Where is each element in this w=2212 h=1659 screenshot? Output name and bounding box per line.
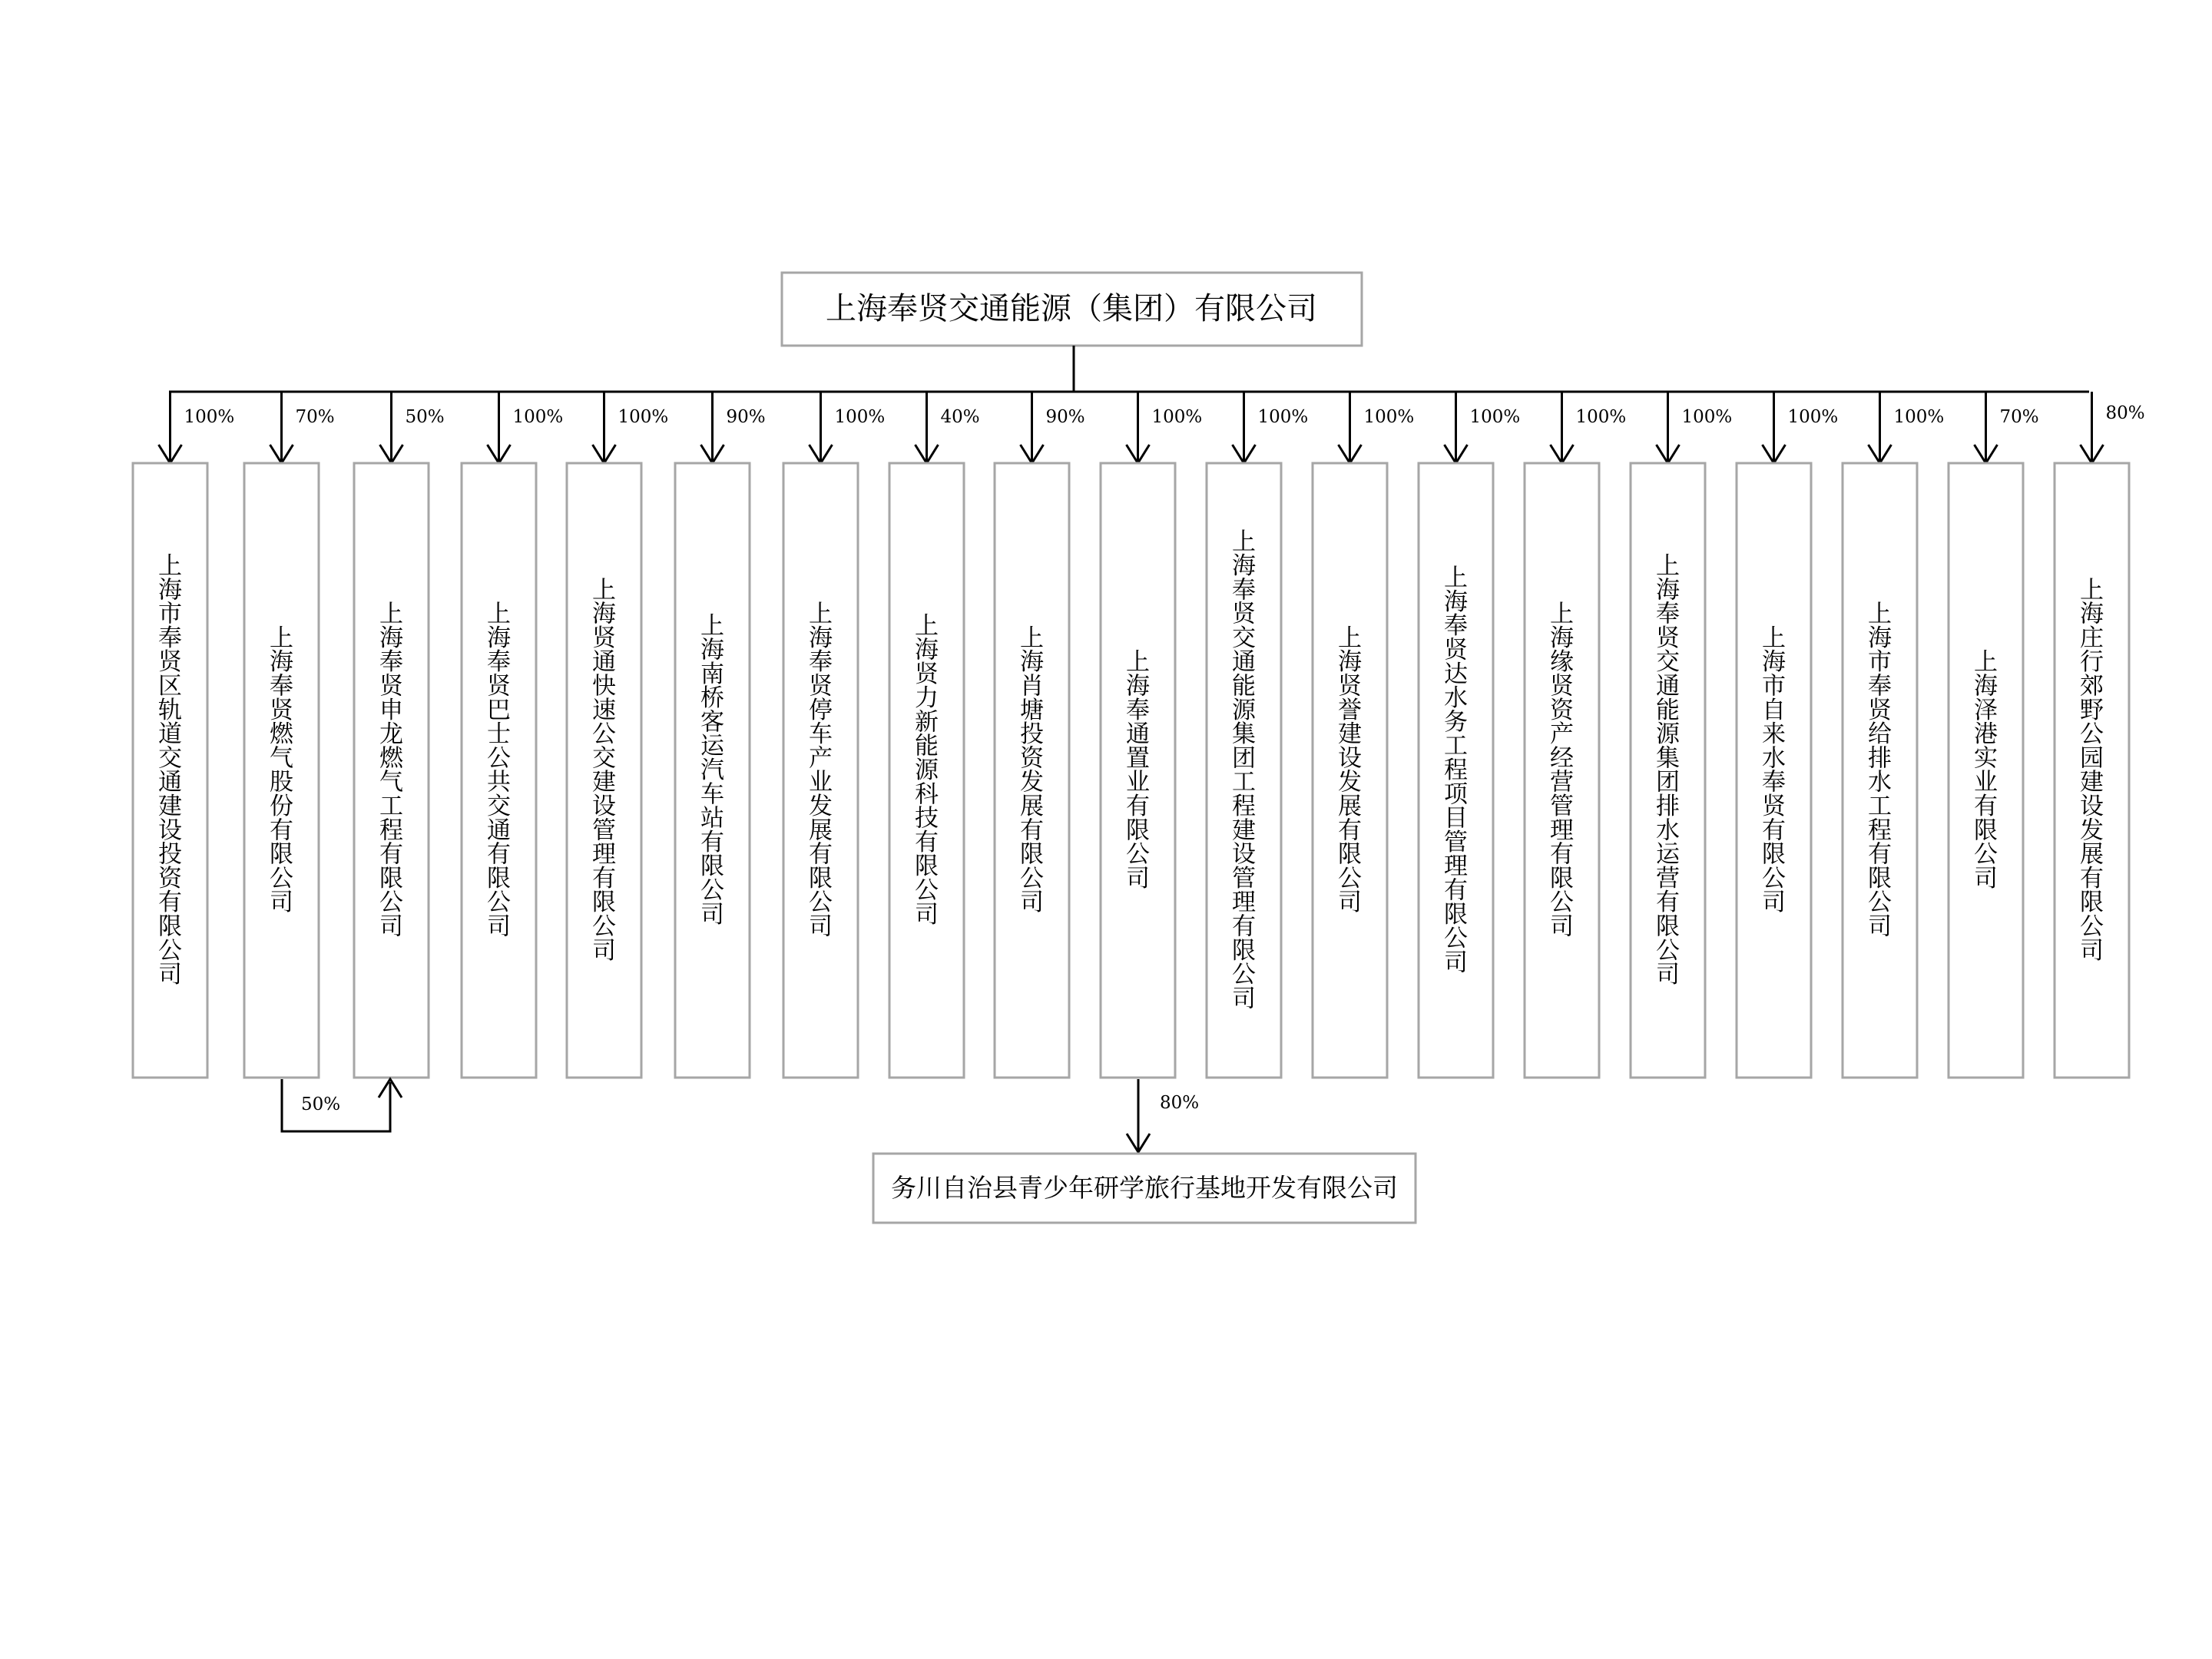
ownership-share-label: 80% — [2105, 403, 2145, 423]
subsidiary-name: 上海奉贤交通能源集团工程建设管理有限公司 — [1232, 528, 1256, 1013]
grandchild-link — [1127, 1079, 1199, 1152]
ownership-share-label: 90% — [726, 407, 766, 427]
ownership-share-label: 100% — [1469, 407, 1521, 427]
ownership-share-label: 100% — [1575, 407, 1627, 427]
ownership-share-label: 100% — [618, 407, 669, 427]
subsidiary-node — [1737, 392, 1838, 1078]
subsidiary-name: 上海奉贤达水务工程项目管理有限公司 — [1444, 564, 1468, 977]
subsidiary-node — [462, 392, 563, 1078]
ownership-share-label: 100% — [834, 407, 886, 427]
subsidiary-name: 上海缘贤资产经营管理有限公司 — [1550, 600, 1574, 941]
ownership-share-label: 50% — [405, 407, 445, 427]
subsidiary-node — [1419, 392, 1520, 1078]
subsidiary-node — [567, 392, 668, 1078]
subsidiary-group — [133, 392, 2145, 1078]
ownership-share-label: 40% — [940, 407, 980, 427]
cross-holding-link — [282, 1079, 402, 1131]
subsidiary-node — [244, 392, 335, 1078]
subsidiary-node — [133, 392, 234, 1078]
subsidiary-name: 上海奉贤燃气股份有限公司 — [270, 624, 293, 917]
ownership-share-label: 100% — [1363, 407, 1415, 427]
subsidiary-node — [889, 392, 980, 1078]
ownership-share-label: 70% — [1999, 407, 2039, 427]
subsidiary-node — [1525, 392, 1626, 1078]
ownership-share-label: 100% — [1151, 407, 1203, 427]
ownership-share-label: 100% — [1681, 407, 1733, 427]
subsidiary-node — [1101, 392, 1202, 1078]
grandchild-share: 80% — [1160, 1093, 1200, 1113]
subsidiary-name: 上海奉贤巴士公共交通有限公司 — [487, 600, 511, 941]
subsidiary-name: 上海奉贤停车产业发展有限公司 — [809, 600, 833, 941]
subsidiary-node — [1207, 392, 1308, 1078]
ownership-share-label: 90% — [1045, 407, 1085, 427]
subsidiary-node — [675, 392, 766, 1078]
grandchild-company-name: 务川自治县青少年研学旅行基地开发有限公司 — [891, 1173, 1398, 1203]
subsidiary-name: 上海南桥客运汽车站有限公司 — [700, 612, 724, 929]
ownership-share-label: 100% — [184, 407, 235, 427]
parent-company-node — [782, 273, 1362, 346]
subsidiary-name: 上海市奉贤区轨道交通建设投资有限公司 — [158, 552, 182, 989]
grandchild-company-node — [873, 1154, 1416, 1223]
subsidiary-name: 上海泽港实业有限公司 — [1974, 648, 1998, 892]
ownership-share-label: 100% — [1787, 407, 1839, 427]
subsidiary-node — [995, 392, 1085, 1078]
subsidiary-node — [1313, 392, 1414, 1078]
subsidiary-node — [2055, 392, 2145, 1078]
subsidiary-name: 上海贤誉建设发展有限公司 — [1338, 624, 1362, 917]
ownership-share-label: 100% — [512, 407, 564, 427]
subsidiary-name: 上海市自来水奉贤有限公司 — [1762, 624, 1786, 917]
subsidiary-node — [354, 392, 445, 1078]
ownership-share-label: 100% — [1257, 407, 1309, 427]
cross-holding-share: 50% — [301, 1094, 341, 1114]
ownership-share-label: 100% — [1893, 407, 1945, 427]
ownership-share-label: 70% — [295, 407, 335, 427]
parent-company-name: 上海奉贤交通能源（集团）有限公司 — [826, 291, 1317, 326]
subsidiary-node — [783, 392, 885, 1078]
subsidiary-name: 上海贤通快速公交建设管理有限公司 — [592, 576, 616, 965]
subsidiary-node — [1843, 392, 1944, 1078]
subsidiary-name: 上海奉贤申龙燃气工程有限公司 — [379, 600, 403, 941]
subsidiary-name: 上海庄行郊野公园建设发展有限公司 — [2080, 576, 2104, 965]
subsidiary-name: 上海市奉贤给排水工程有限公司 — [1868, 600, 1892, 941]
subsidiary-name: 上海奉贤交通能源集团排水运营有限公司 — [1656, 552, 1680, 989]
subsidiary-name: 上海奉通置业有限公司 — [1126, 648, 1150, 892]
subsidiary-name: 上海肖塘投资发展有限公司 — [1020, 624, 1044, 917]
subsidiary-node — [1949, 392, 2039, 1078]
subsidiary-node — [1631, 392, 1732, 1078]
subsidiary-name: 上海贤力新能源科技有限公司 — [915, 612, 939, 929]
